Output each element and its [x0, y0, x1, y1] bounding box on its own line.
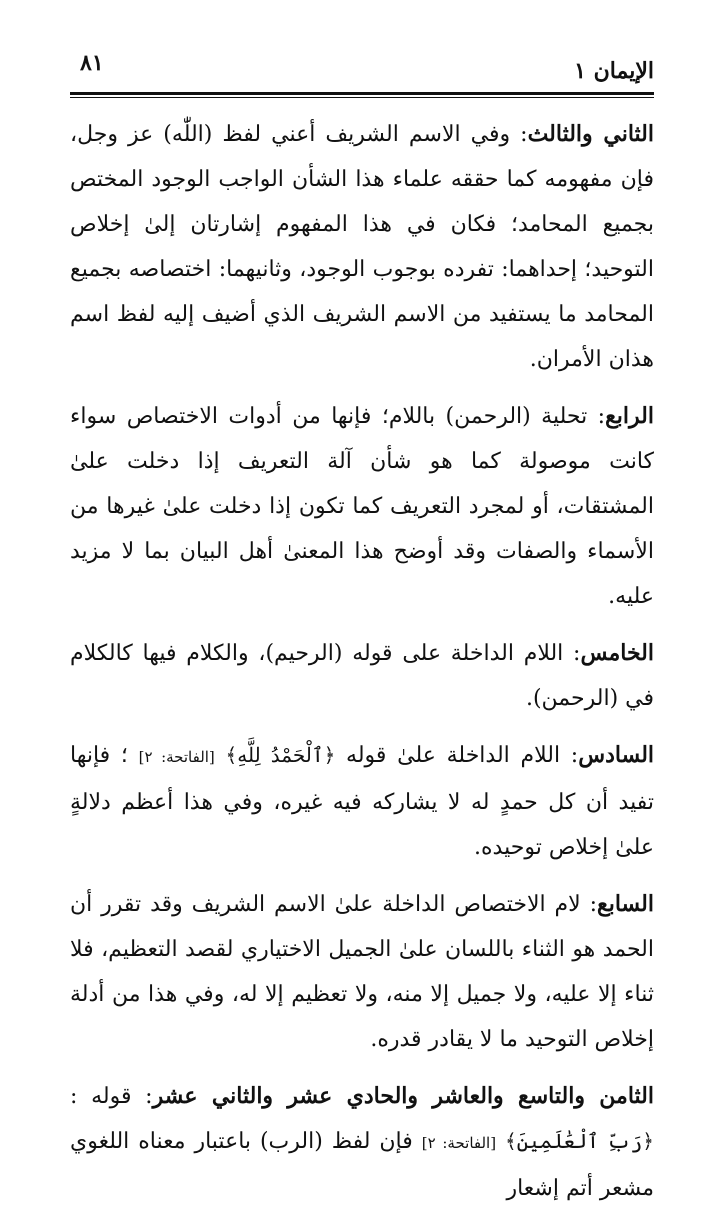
paragraph-fourth [70, 394, 654, 619]
paragraph-text: : قوله : [70, 1084, 153, 1109]
header-rule-thin [70, 97, 654, 98]
quran-quote: ﴿رَبِّ ٱلْعَٰلَمِينَ﴾ [505, 1129, 654, 1153]
quran-reference: [الفاتحة: ٢] [421, 1134, 497, 1152]
paragraph-eighth-to-twelfth [70, 1074, 654, 1211]
paragraph-text: : اللام الداخلة على قوله (الرحيم)، والكلام فيها كالكلام في (الرحمن). [70, 641, 654, 711]
quran-reference: [الفاتحة: ٢] [138, 748, 215, 766]
paragraph-fifth [70, 631, 654, 721]
quran-quote: ﴿ٱلْحَمْدُ لِلَّهِ﴾ [225, 743, 336, 767]
paragraph-lead: الثامن والتاسع والعاشر والحادي عشر والثاني عشر [152, 1083, 654, 1109]
paragraph-text: : لام الاختصاص الداخلة علىٰ الاسم الشريف وقد تقرر أن الحمد هو الثناء باللسان علىٰ الجميل الاختياري لقصد التعظيم، فلا ثناء إلا عليه، ولا جميل إلا منه، ولا تعظيم إلا له، وفي هذا من أدلة إخلاص التوحيد ما لا يقادر قدره. [70, 892, 654, 1052]
paragraph-lead: الثاني والثالث [527, 121, 654, 147]
running-title: الإيمان ١ [574, 58, 654, 84]
paragraph-second-third [70, 112, 654, 382]
page-header [70, 48, 654, 90]
paragraph-seventh [70, 882, 654, 1062]
paragraph-text: : وفي الاسم الشريف أعني لفظ (اللّٰه) عز وجل، فإن مفهومه كما حققه علماء هذا الشأن الواجب الوجود المختص بجميع المحامد؛ فكان في هذا المفهوم إشارتان إلىٰ إخلاص التوحيد؛ إحداهما: تفرده بوجوب الوجود، وثانيهما: اختصاصه بجميع المحامد ما يستفيد من الاسم الشريف الذي أضيف إليه لفظ اسم هذان الأمران. [70, 122, 654, 372]
page-number: ٨١ [80, 50, 104, 76]
paragraph-text: : تحلية (الرحمن) باللام؛ فإنها من أدوات الاختصاص سواء كانت موصولة كما هو شأن آلة التعريف إذا دخلت علىٰ المشتقات، أو لمجرد التعريف كما تكون إذا دخلت علىٰ غيرها من الأسماء والصفات وقد أوضح هذا المعنىٰ أهل البيان بما لا مزيد عليه. [70, 404, 654, 609]
paragraph-text: : اللام الداخلة علىٰ قوله [335, 743, 579, 768]
page-body [70, 112, 654, 1223]
paragraph-text: ؛ فإنها تفيد أن كل حمدٍ له لا يشاركه فيه غيره، وفي هذا أعظم دلالةٍ علىٰ إخلاص توحيده. [70, 743, 654, 860]
paragraph-lead: السابع [597, 891, 654, 917]
header-rule-thick [70, 92, 654, 95]
paragraph-lead: الخامس [580, 640, 654, 666]
paragraph-lead: الرابع [605, 403, 654, 429]
paragraph-lead: السادس [578, 742, 655, 768]
paragraph-sixth [70, 733, 654, 870]
paragraph-text: فإن لفظ (الرب) باعتبار معناه اللغوي مشعر أتم إشعار [70, 1129, 654, 1201]
